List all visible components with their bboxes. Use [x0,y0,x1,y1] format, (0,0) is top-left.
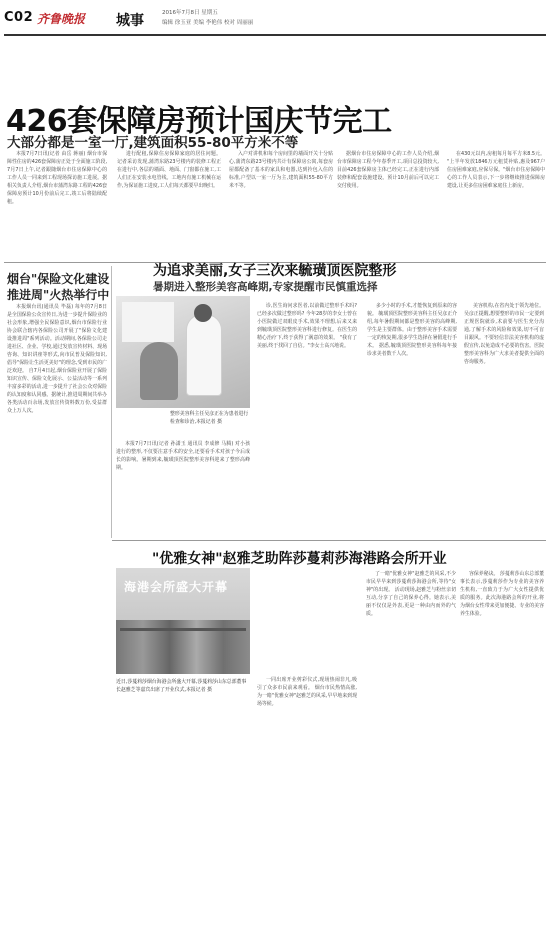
column-rule-left [111,266,112,538]
beauty-story-subtitle: 暑期进入整形美容高峰期,专家提醒市民慎重选择 [153,281,378,293]
event-story-col3-text: 了一睹"优雅女神"赵雅芝的风采,不少市民早早来到莎蔓莉莎海港会所,等待"女神"的出现。 活动现场,赵雅芝与粉丝亲切互动,分享了自己的保养心得。她表示,美丽不仅仅是外表,更是一种由内而外的气质。 [366,571,456,617]
header-meta-editors: 编辑 徐玉亚 美编 李艳伟 校对 周丽丽 [162,20,254,26]
beauty-story-title: 为追求美丽,女子三次来毓璜顶医院整形 [153,263,397,279]
beauty-story-col2-text: 诊,医生询问求医者,以前做过整形手术吗?已经多次做过整形吗? 今年28岁的李女士曾在小医院做过双眼皮手术,效果不理想,后来又来到毓璜顶医院整形美容科进行修复。在医生的精心治疗下,终于获得了满意的效果。 "我有了美丽,终于找回了自信。"李女士高兴地说。 [257,303,357,349]
photo-window [122,302,174,342]
event-ribbon [120,628,246,631]
left-story-title-2: 推进周"火热举行中 [7,288,110,302]
event-story-title: "优雅女神"赵雅芝助阵莎蔓莉莎海港路会所开业 [152,551,447,567]
lead-story-col4-text: 据烟台市住房保障中心的工作人员介绍,烟台市保障房工程今年春季开工,项目总投资较大,目前426套保障房主体已经完工,正在进行内部装修和配套设施建设。预计10月前后可以完工交付使用。 [337,151,439,189]
beauty-story-byline [116,440,250,524]
photo-person-doctor [186,314,222,396]
header-meta-date: 2016年7月8日 星期五 [162,10,218,16]
header-rule [4,34,546,36]
event-story-col2 [257,676,357,720]
event-story-col4-text: 容保养秘诀。 莎蔓莉莎山东总部董事长表示,莎蔓莉莎作为专业的美容养生机构,一直致力于为广大女性提供优质的服务。此次海港路会所的开业,将为烟台女性带来更加便捷、专业的美容养生体验。 [460,571,544,617]
headline-subtitle: 大部分都是一室一厅,建筑面积55-80平方米不等 [7,135,299,151]
beauty-story-col4-text: 美容机构,在省内处于领先地位。 吴彦正提醒,想要整形的市民一定要到正规医院就诊,术前要与医生充分沟通,了解手术的风险和效果,切不可盲目跟风。不要轻信非法美容机构的虚假宣传,以免造成不必要的伤害。医院整形美容科为广大求美者提供全面的咨询服务。 [464,303,544,365]
page-code: C02 [4,10,34,25]
lead-story-col5-text: 在430元以内,房租每月每平方米8.5元。 "上半年发放1846万元租赁补贴,惠及967户住房困难家庭,应保尽保。"烟台市住房保障中心的工作人员表示,下一步将继续推进保障房建设,让更多住房困难家庭住上新房。 [447,151,545,189]
event-story-col2-text: 一同出席开业剪彩仪式,现场热闹非凡,吸引了众多市民前来观看。 烟台市民热情高涨,为一睹"优雅女神"赵雅芝的风采,早早地来到现场等候。 [257,677,357,707]
section-name: 城事 [116,13,144,29]
beauty-story-byline-text: 本报7月7日讯(记者 孙潇玉 通讯员 李成修 马腾) 对小孩进行的整形,不仅要注意手术的安全,还要看手术对孩子今后成长的影响。暑期到来,毓璜顶医院整形美容科迎来了整形高峰期。 [116,441,250,471]
lead-story-col4 [337,150,439,256]
left-story-body-text: 本报烟台讯(通讯员 毕磊) 每年的7月8日是全国保险公众宣传日,为进一步提升保险业的社会形象,增强全民保险意识,烟台市保险行业协会联合辖内各保险公司开展了"保险文化建设推进周"系列活动。活动期间,各保险公司走进社区、企业、学校,通过发放宣传材料、现场咨询、知识讲座等形式,向市民普及保险知识,倡导"保险让生活更美好"的理念,受到市民的广泛欢迎。 自7月4日起,烟台保险业开展了保险知识宣传、保险文化展示、公益活动等一系列丰富多彩的活动,进一步提升了社会公众对保险的认知度和认同感。据统计,推进周期间共举办各类活动百余场,发放宣传资料数万份,受益群众上万人次。 [7,304,107,414]
left-story-title-1: 烟台"保险文化建设 [7,272,110,286]
paper-name: 齐鲁晚报 [37,12,86,26]
event-banner: 海港会所盛大开幕 [124,580,229,594]
event-photo-caption: 近日,莎蔓莉莎烟台海港会所盛大开幕,莎蔓莉莎山东总部董事长赵雅芝等嘉宾出席了开业仪式,本报记者 摄 [116,679,247,693]
event-story-photo [116,568,250,674]
photo-head [194,304,212,322]
beauty-story-col2 [257,302,357,524]
event-story-col3 [366,570,456,720]
photo-person-patient [140,342,178,400]
lead-story-col2-text: 进行配租,保障住房保障家庭的居住问题。 记者采访发现,蒲湾东路23号楼内的装修工程正在进行中,各层的墙面、地面、门窗都在施工,工人们正在安装水电管线。工地内有施工机械在运作,为保证施工进度,工人们每天都要早出晚归。 [117,151,221,189]
lead-story-col1-text: 本报7月7日讯(记者 由岳 蒋丽) 烟台市保障性住房的426套保障房正处于全面施工阶段,7月7日上午,记者跟随烟台市住房保障中心的工作人员一同来到工程现场探访施工进展。据相关负责人介绍,烟台市蒲湾东路工程的426套保障房预计10月份前后完工,竣工后将陆续配租。 [7,151,107,205]
lead-story-col1 [7,150,107,256]
section-divider-2 [112,540,546,541]
lead-story-col5 [447,150,545,256]
lead-story-col2 [117,150,221,256]
beauty-story-col3 [367,302,457,524]
left-story-body [7,303,107,537]
event-story-col4 [460,570,544,720]
beauty-story-photo [116,296,250,408]
beauty-story-col4 [464,302,544,524]
lead-story-col3 [229,150,333,256]
page-header [0,0,550,34]
beauty-story-col3-text: 多少小时的手术,才能恢复到原来的容貌。 毓璜顶医院整形美容科主任吴彦正介绍,每年暑假期间都是整形美容的高峰期,学生是主要群体。由于整形美容手术需要一定的恢复期,很多学生选择在暑假进行手术。 据悉,毓璜顶医院整形美容科每年接诊求美者数千人次。 [367,303,457,357]
headline: 426套保障房预计国庆节完工 [6,104,392,139]
lead-story-col3-text: 入户对讲机和每个房间里的墙面开关十分贴心,蒲湾东路23号楼内共计有保障房公寓,每套房屋都配备了基本的家具和电器,达到拎包入住的标准,户型以一室一厅为主,建筑面积55-80平方米不等。 [229,151,333,189]
beauty-photo-caption: 整形美容科主任吴彦正在为患者进行检查和诊治,本报记者 摄 [170,411,249,425]
